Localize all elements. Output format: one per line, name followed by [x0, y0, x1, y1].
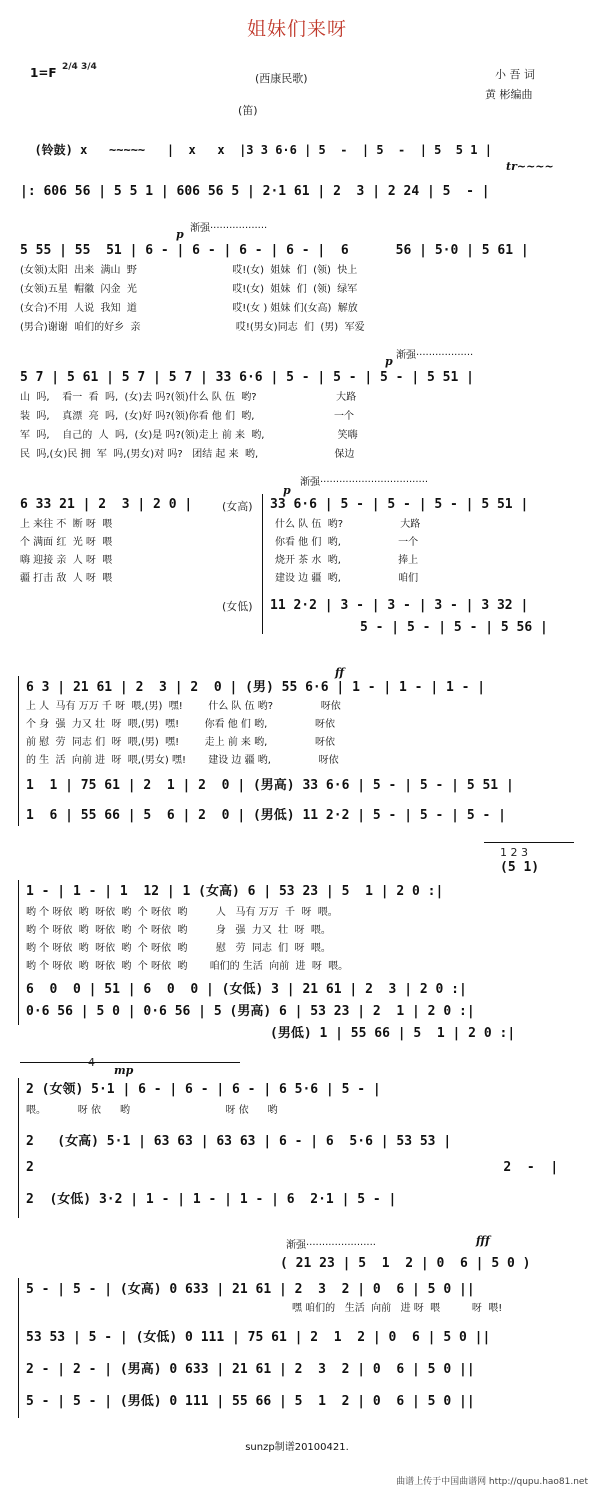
staff-7-lyric-4: 哟 个 呀依 哟 呀依 哟 个 呀依 哟 咱们的 生活 向前 进 呀 喂。 — [26, 961, 349, 972]
time-signature: 2/4 3/4 — [62, 62, 97, 72]
flute-label: (笛) — [238, 104, 258, 117]
staff-4-lyric-2: 装 吗, 真漂 亮 吗, (女)好 吗?(领)你看 他 们 哟, 一个 — [20, 411, 354, 422]
staff-5-low-1: 11 2·2 | 3 - | 3 - | 3 - | 3 32 | — [270, 598, 529, 613]
staff-5-lyric-left-1: 上 来往 不 断 呀 喂 — [20, 519, 113, 530]
staff-5-notes-left: 6 33 21 | 2 3 | 2 0 | — [20, 497, 193, 512]
volta-notes: (5 1) — [500, 860, 540, 875]
lyricist-credit: 小 吾 词 — [495, 68, 535, 81]
staff-7-notes-low-1: 0·6 56 | 5 0 | 0·6 56 | 5 (男高) 6 | 53 23 | 2 1 | 2 0 :| — [26, 1004, 475, 1019]
staff-5-lyric-left-2: 个 满面 红 光 呀 喂 — [20, 537, 113, 548]
staff-8-notes-mid: 2 (女高) 5·1 | 63 63 | 63 63 | 6 - | 6 5·6 | 53 53 | — [26, 1134, 452, 1149]
staff-8-notes-low: 2 (女低) 3·2 | 1 - | 1 - | 1 - | 6 2·1 | 5 - | — [26, 1192, 397, 1207]
staff-6-lyric-1: 上 人 马有 万万 千 呀 喂,(男) 嘿! 什么 队 伍 哟? 呀依 — [26, 701, 341, 712]
volta-1-2-3: 1 2 3 — [500, 846, 528, 859]
staff-6-lyric-2: 个 身 强 力又 壮 呀 喂,(男) 嘿! 你看 他 们 哟, 呀依 — [26, 719, 335, 730]
system-5-bracket — [262, 494, 263, 634]
intro-line-1: 3 3 6·6 | 5 - | 5 - | 5 5 1 | — [246, 143, 492, 157]
staff-3-lyric-1: (女领)太阳 出来 满山 野 哎!(女) 姐妹 们 (领) 快上 — [20, 265, 358, 276]
watermark: 曲谱上传于中国曲谱网 http://qupu.hao81.net — [396, 1477, 588, 1487]
crescendo-1: 渐强·················· — [190, 223, 268, 234]
footer-credit: sunzp制谱20100421. — [245, 1442, 349, 1453]
label-nugao-1: (女高) — [222, 500, 253, 513]
genre-label: (西康民歌) — [255, 72, 308, 85]
staff-3-notes: 5 55 | 55 51 | 6 - | 6 - | 6 - | 6 - | 6 56 | 5·0 | 5 61 | — [20, 243, 529, 258]
staff-5-low-2: 5 - | 5 - | 5 - | 5 56 | — [360, 620, 548, 635]
bells-part: (铃鼓) x ~~~~~ | x x | — [34, 143, 247, 157]
system-7-bracket — [18, 880, 19, 1025]
staff-7-lyric-2: 哟 个 呀依 哟 呀依 哟 个 呀依 哟 身 强 力又 壮 呀 喂。 — [26, 925, 331, 936]
volta-4: 4 — [88, 1056, 95, 1069]
staff-3-lyric-4: (男合)谢谢 咱们的好乡 亲 哎!(男女)同志 们 (男) 军爱 — [20, 322, 365, 333]
staff-6-notes-low: 1 6 | 55 66 | 5 6 | 2 0 | (男低) 11 2·2 | 5 - | 5 - | 5 - | — [26, 808, 506, 823]
intro-staff — [20, 126, 576, 158]
staff-6-lyric-4: 的 生 活 向前 进 呀 喂,(男女) 嘿! 建设 边 疆 哟, 呀依 — [26, 755, 339, 766]
label-nudi-1: (女低) — [222, 600, 253, 613]
staff-5-lyric-right-1: 什么 队 伍 哟? 大路 — [275, 519, 421, 530]
key-signature: 1=F — [30, 66, 57, 80]
staff-9-lyric: 嘿 咱们的 生活 向前 进 呀 喂 呀 喂! — [292, 1303, 503, 1314]
staff-8-notes-mid-2: 2 2 - | — [26, 1160, 559, 1175]
crescendo-3: 渐强·································· — [300, 477, 429, 488]
staff-5-lyric-right-3: 烧开 茶 水 哟, 捧上 — [275, 555, 419, 566]
staff-7-notes-low-2: (男低) 1 | 55 66 | 5 1 | 2 0 :| — [270, 1026, 516, 1041]
intro-line-2: |: 606 56 | 5 5 1 | 606 56 5 | 2·1 61 | 2 3 | 2 24 | 5 - | — [20, 184, 490, 199]
staff-5-lyric-left-3: 嗨 迎接 亲 人 呀 喂 — [20, 555, 113, 566]
staff-4-lyric-3: 军 吗, 自己的 人 吗, (女)是 吗?(领)走上 前 来 哟, 笑嗨 — [20, 430, 358, 441]
trill-mark: tr~~~~ — [506, 160, 554, 173]
crescendo-4: 渐强······················ — [286, 1240, 376, 1251]
staff-8-lyric: 喂。 呀 依 哟 呀 依 哟 — [26, 1105, 278, 1116]
arranger-credit: 黄 彬编曲 — [485, 88, 533, 101]
staff-7-lyric-1: 哟 个 呀依 哟 呀依 哟 个 呀依 哟 人 马有 万万 千 呀 喂。 — [26, 907, 338, 918]
staff-9-row-2: 53 53 | 5 - | (女低) 0 111 | 75 61 | 2 1 2 | 0 6 | 5 0 || — [26, 1330, 491, 1345]
dynamic-fff: fff — [476, 1234, 490, 1247]
crescendo-2: 渐强·················· — [396, 350, 474, 361]
staff-5-lyric-right-2: 你看 他 们 哟, 一个 — [275, 537, 419, 548]
dynamic-p-2: p — [385, 355, 393, 368]
staff-4-lyric-1: 山 吗, 看一 看 吗, (女)去 吗?(领)什么 队 伍 哟? 大路 — [20, 392, 357, 403]
dynamic-mp: mp — [114, 1064, 134, 1077]
staff-7-lyric-3: 哟 个 呀依 哟 呀依 哟 个 呀依 哟 慰 劳 同志 们 呀 喂。 — [26, 943, 331, 954]
dynamic-ff: ff — [335, 666, 345, 679]
page-title: 姐妹们来呀 — [246, 18, 347, 40]
staff-8-notes-top: 2 (女领) 5·1 | 6 - | 6 - | 6 - | 6 5·6 | 5 - | — [26, 1082, 381, 1097]
staff-6-notes-top: 6 3 | 21 61 | 2 3 | 2 0 | (男) 55 6·6 | 1 - | 1 - | 1 - | — [26, 680, 486, 695]
staff-6-lyric-3: 前 慰 劳 同志 们 呀 喂,(男) 嘿! 走上 前 来 哟, 呀依 — [26, 737, 335, 748]
staff-3-lyric-2: (女领)五星 帽徽 闪金 光 哎!(女) 姐妹 们 (领) 绿军 — [20, 284, 358, 295]
staff-9-row-4: 5 - | 5 - | (男低) 0 111 | 55 66 | 5 1 2 | 0 6 | 5 0 || — [26, 1394, 475, 1409]
dynamic-p-3: p — [283, 484, 291, 497]
dynamic-p-1: p — [176, 228, 184, 241]
staff-4-lyric-4: 民 吗,(女)民 拥 军 吗,(男女)对 吗? 团结 起 来 哟, 保边 — [20, 449, 355, 460]
system-6-bracket — [18, 676, 19, 826]
staff-4-notes: 5 7 | 5 61 | 5 7 | 5 7 | 33 6·6 | 5 - | 5 - | 5 - | 5 51 | — [20, 370, 474, 385]
staff-5-lyric-right-4: 建设 边 疆 哟, 咱们 — [275, 573, 419, 584]
system-8-bracket — [18, 1078, 19, 1218]
staff-9-row-1: 5 - | 5 - | (女高) 0 633 | 21 61 | 2 3 2 | 0 6 | 5 0 || — [26, 1282, 475, 1297]
system-9-bracket — [18, 1278, 19, 1418]
staff-3-lyric-3: (女合)不用 人说 我知 道 哎!(女 ) 姐妹 们(女高) 解放 — [20, 303, 358, 314]
staff-7-notes-top: 1 - | 1 - | 1 12 | 1 (女高) 6 | 53 23 | 5 1 | 2 0 :| — [26, 884, 444, 899]
staff-6-notes-mid: 1 1 | 75 61 | 2 1 | 2 0 | (男高) 33 6·6 | 5 - | 5 - | 5 51 | — [26, 778, 514, 793]
staff-5-lyric-left-4: 疆 打击 敌 人 呀 喂 — [20, 573, 113, 584]
volta-line-2 — [20, 1062, 240, 1063]
staff-9-row-3: 2 - | 2 - | (男高) 0 633 | 21 61 | 2 3 2 | 0 6 | 5 0 || — [26, 1362, 475, 1377]
staff-7-notes-mid: 6 0 0 | 51 | 6 0 0 | (女低) 3 | 21 61 | 2 3 | 2 0 :| — [26, 982, 467, 997]
staff-9-top: ( 21 23 | 5 1 2 | 0 6 | 5 0 ) — [280, 1256, 531, 1271]
staff-5-notes-right: 33 6·6 | 5 - | 5 - | 5 - | 5 51 | — [270, 497, 529, 512]
volta-line-1 — [484, 842, 574, 843]
